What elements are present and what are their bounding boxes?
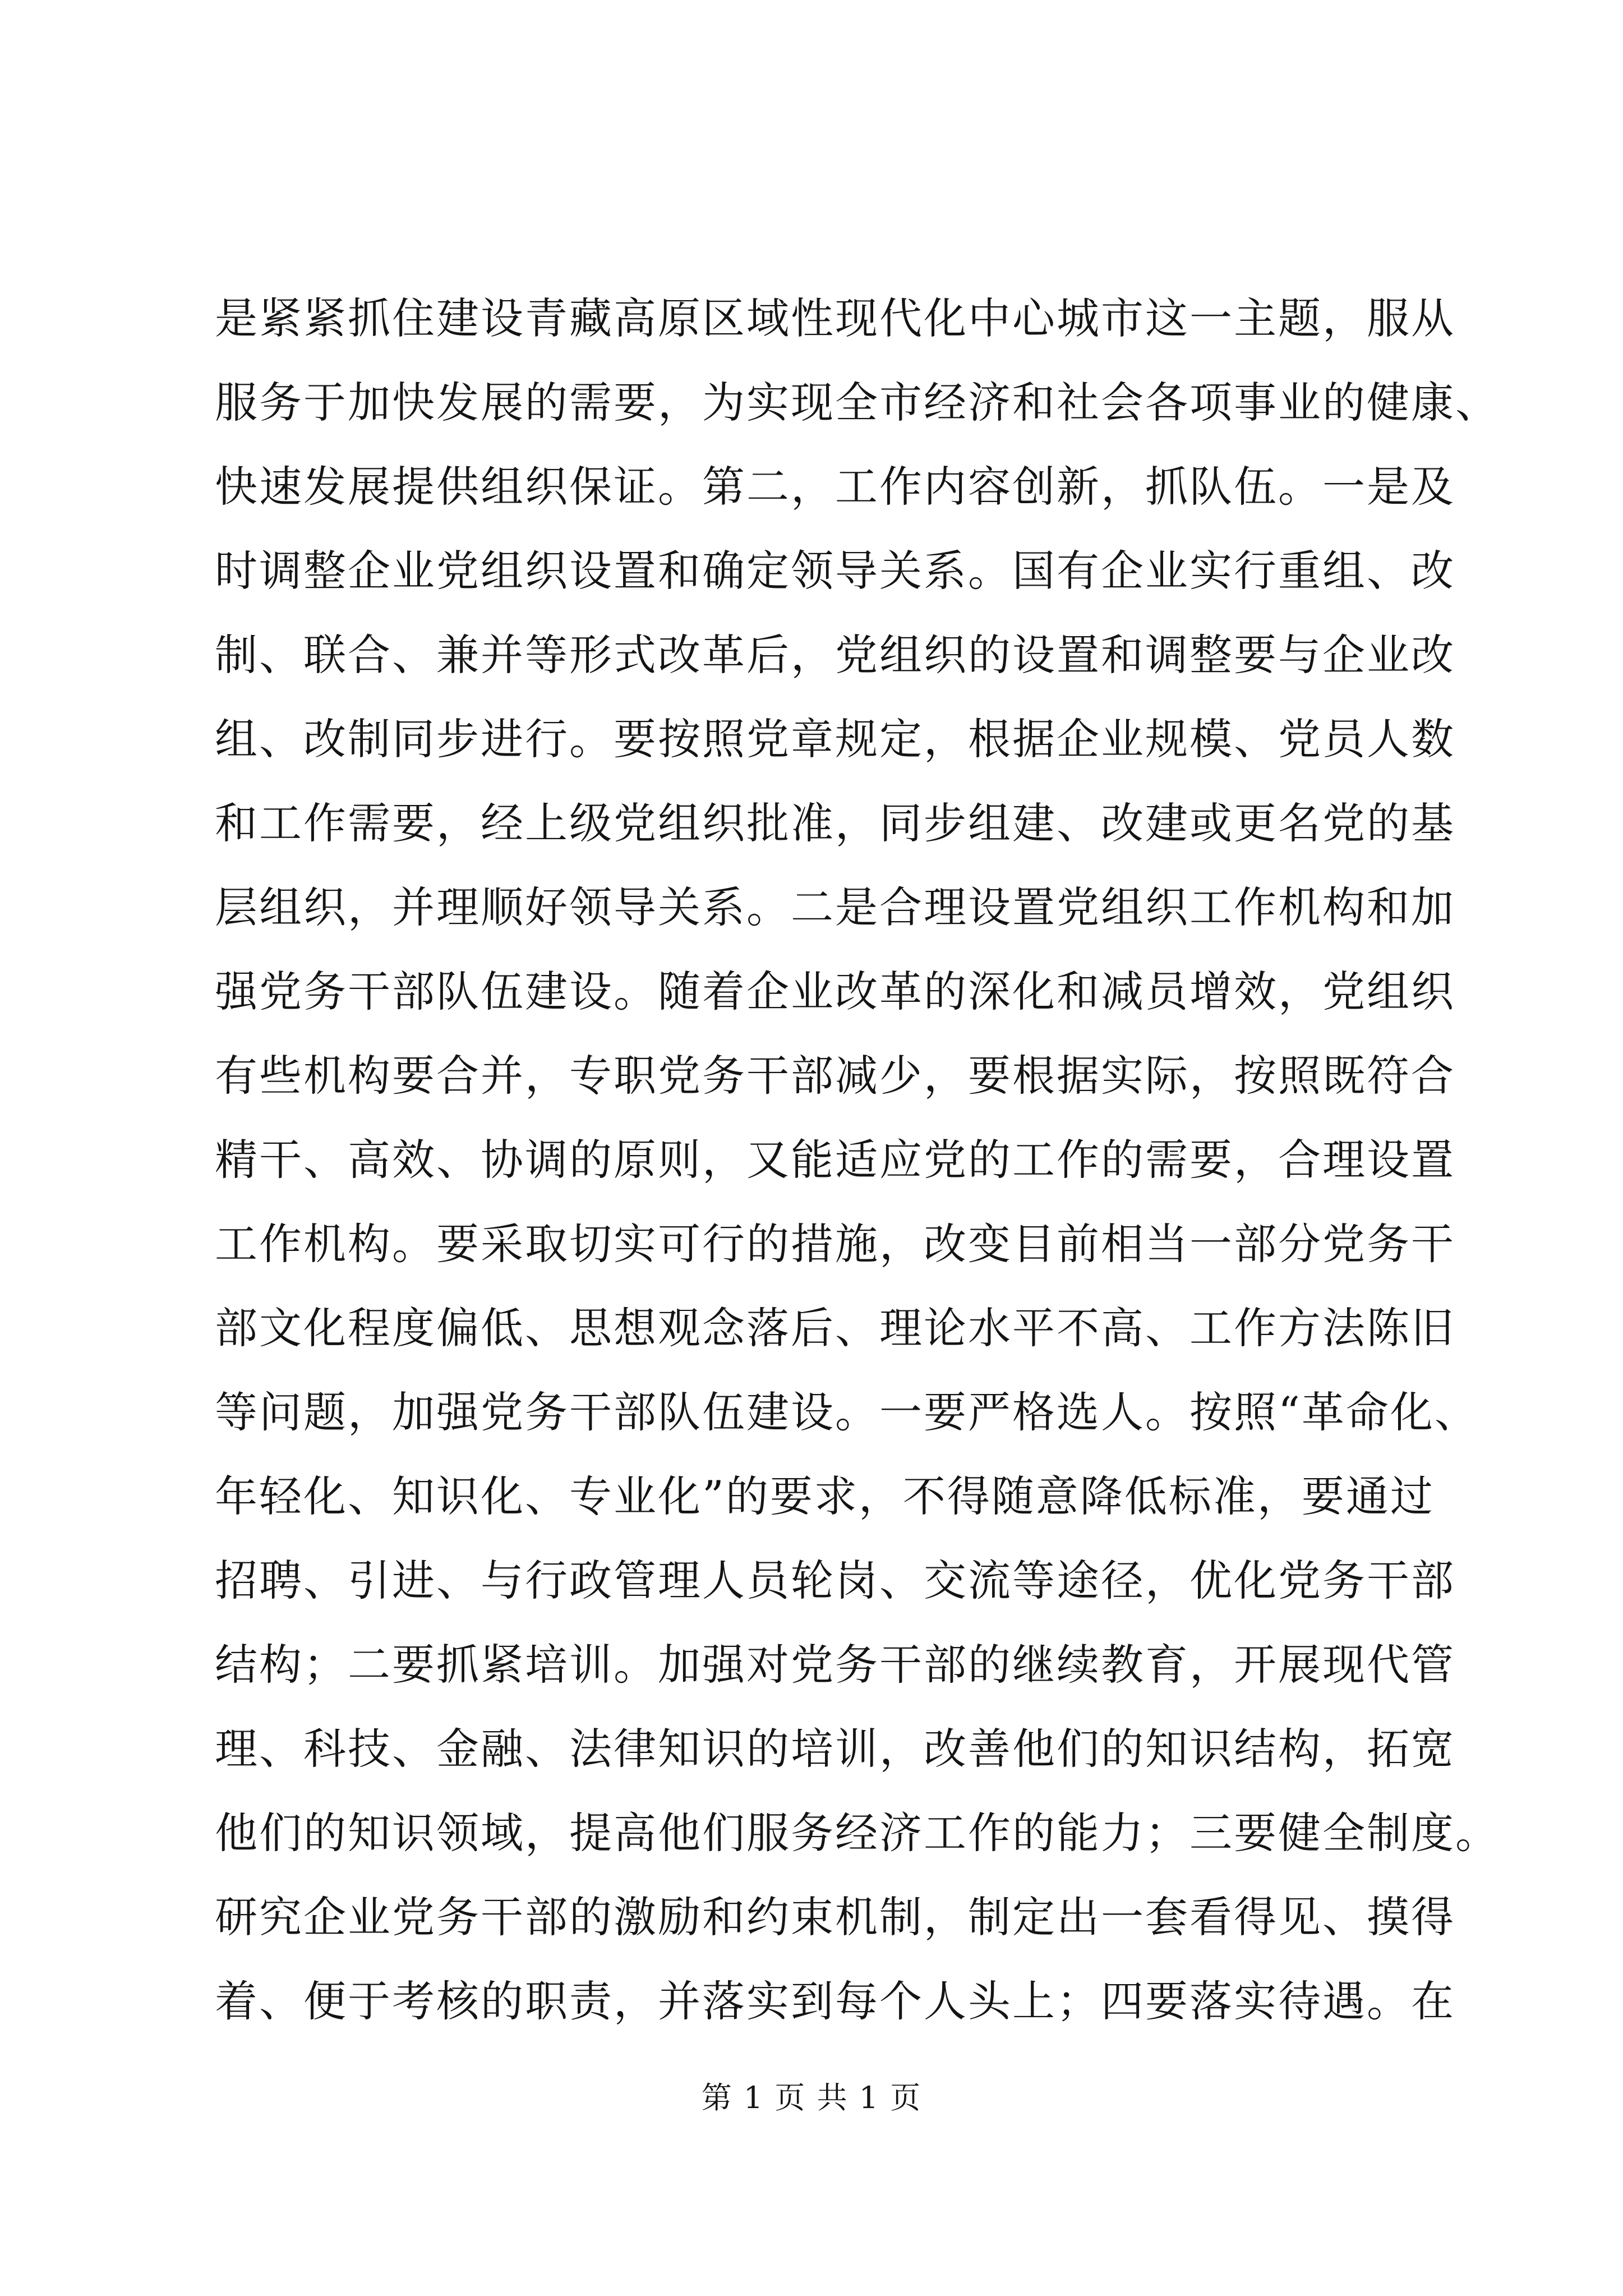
text-line: 他们的知识领域，提高他们服务经济工作的能力；三要健全制度。	[215, 1808, 1500, 1858]
text-line: 服务于加快发展的需要，为实现全市经济和社会各项事业的健康、	[215, 378, 1500, 427]
text-line: 工作机构。要采取切实可行的措施，改变目前相当一部分党务干	[215, 1219, 1455, 1269]
text-line: 有些机构要合并，专职党务干部减少，要根据实际，按照既符合	[215, 1051, 1455, 1101]
text-line: 强党务干部队伍建设。随着企业改革的深化和减员增效，党组织	[215, 967, 1455, 1016]
text-line: 结构；二要抓紧培训。加强对党务干部的继续教育，开展现代管	[215, 1640, 1455, 1690]
text-line: 研究企业党务干部的激励和约束机制，制定出一套看得见、摸得	[215, 1892, 1455, 1942]
text-line: 层组织，并理顺好领导关系。二是合理设置党组织工作机构和加	[215, 882, 1455, 932]
text-line: 和工作需要，经上级党组织批准，同步组建、改建或更名党的基	[215, 798, 1455, 848]
text-line: 等问题，加强党务干部队伍建设。一要严格选人。按照“革命化、	[215, 1387, 1479, 1437]
text-line: 组、改制同步进行。要按照党章规定，根据企业规模、党员人数	[215, 714, 1455, 764]
text-line: 时调整企业党组织设置和确定领导关系。国有企业实行重组、改	[215, 546, 1455, 596]
text-line: 年轻化、知识化、专业化”的要求，不得随意降低标准，要通过	[215, 1471, 1435, 1521]
document-body	[215, 277, 1500, 2044]
text-line: 制、联合、兼并等形式改革后，党组织的设置和调整要与企业改	[215, 630, 1455, 680]
text-line: 招聘、引进、与行政管理人员轮岗、交流等途径，优化党务干部	[215, 1556, 1455, 1605]
text-line: 理、科技、金融、法律知识的培训，改善他们的知识结构，拓宽	[215, 1724, 1455, 1774]
page-number-label: 第 1 页 共 1 页	[701, 2080, 922, 2115]
text-line: 精干、高效、协调的原则，又能适应党的工作的需要，合理设置	[215, 1135, 1455, 1185]
text-line: 着、便于考核的职责，并落实到每个人头上；四要落实待遇。在	[215, 1976, 1455, 2026]
text-line: 部文化程度偏低、思想观念落后、理论水平不高、工作方法陈旧	[215, 1303, 1455, 1353]
text-line: 快速发展提供组织保证。第二，工作内容创新，抓队伍。一是及	[215, 462, 1455, 512]
text-line: 是紧紧抓住建设青藏高原区域性现代化中心城市这一主题，服从	[215, 293, 1455, 343]
page-footer	[0, 2076, 1623, 2120]
